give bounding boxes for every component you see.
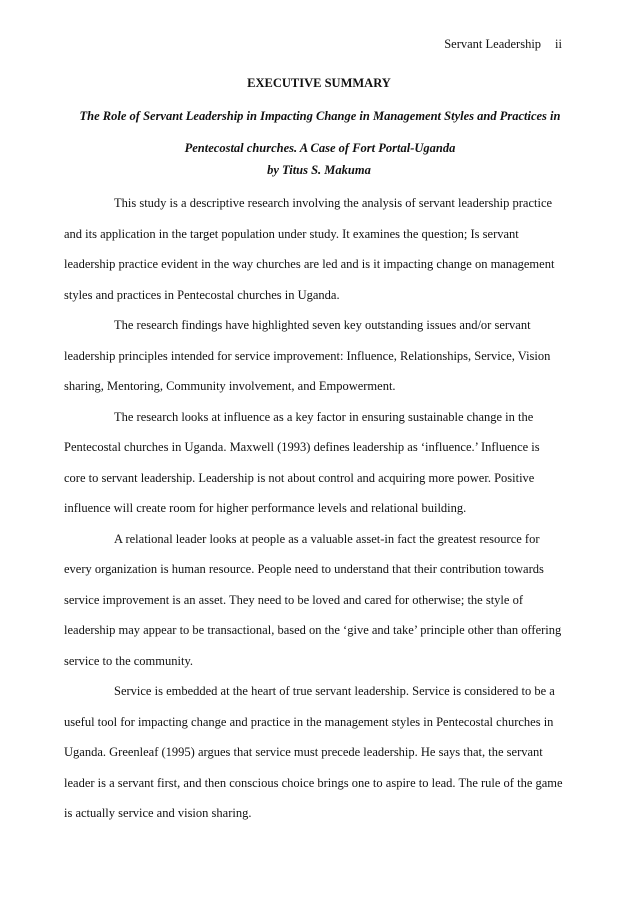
document-heading: EXECUTIVE SUMMARY xyxy=(247,76,391,90)
author-byline: by Titus S. Makuma xyxy=(267,163,371,177)
paragraph: The research findings have highlighted seven key outstanding issues and/or servant leadership principles intended for service improvement: Influence, Relationships, Service, Vision sharing, Mentoring, Community involvement, and Empowerment. xyxy=(64,318,551,393)
paragraph: This study is a descriptive research involving the analysis of servant leadership practice and its application in the target population under study. It examines the question; Is servant leadership practice evident in the way churches are led and is it impacting change on management styles and practices in Pentecostal churches in Uganda. xyxy=(64,196,555,302)
running-head xyxy=(444,37,562,52)
body-text xyxy=(64,188,564,829)
paragraph: Service is embedded at the heart of true servant leadership. Service is considered to be a useful tool for impacting change and practice in the management styles in Pentecostal churches in Uganda. Greenleaf (1995) argues that service must precede leadership. He says that, the servant leader is a servant first, and then conscious choice brings one to aspire to lead. The rule of the game is actually service and vision sharing. xyxy=(64,684,563,820)
page-number: ii xyxy=(555,37,562,51)
paragraph: A relational leader looks at people as a valuable asset-in fact the greatest resource for every organization is human resource. People need to understand that their contribution towards service improvement is an asset. They need to be loved and cared for otherwise; the style of leadership may appear to be transactional, based on the ‘give and take’ principle other than offering service to the community. xyxy=(64,531,562,668)
running-head-title: Servant Leadership xyxy=(444,37,542,51)
paragraph: The research looks at influence as a key factor in ensuring sustainable change in the Pentecostal churches in Uganda. Maxwell (1993) defines leadership as ‘influence.’ Influence is core to servant leadership. Leadership is not about control and acquiring more power. Positive influence will create room for higher performance levels and relational building. xyxy=(64,409,540,515)
document-subtitle: The Role of Servant Leadership in Impacting Change in Management Styles and Practices in Pentecostal churches. A Case of Fort Portal-Uganda xyxy=(79,109,561,155)
